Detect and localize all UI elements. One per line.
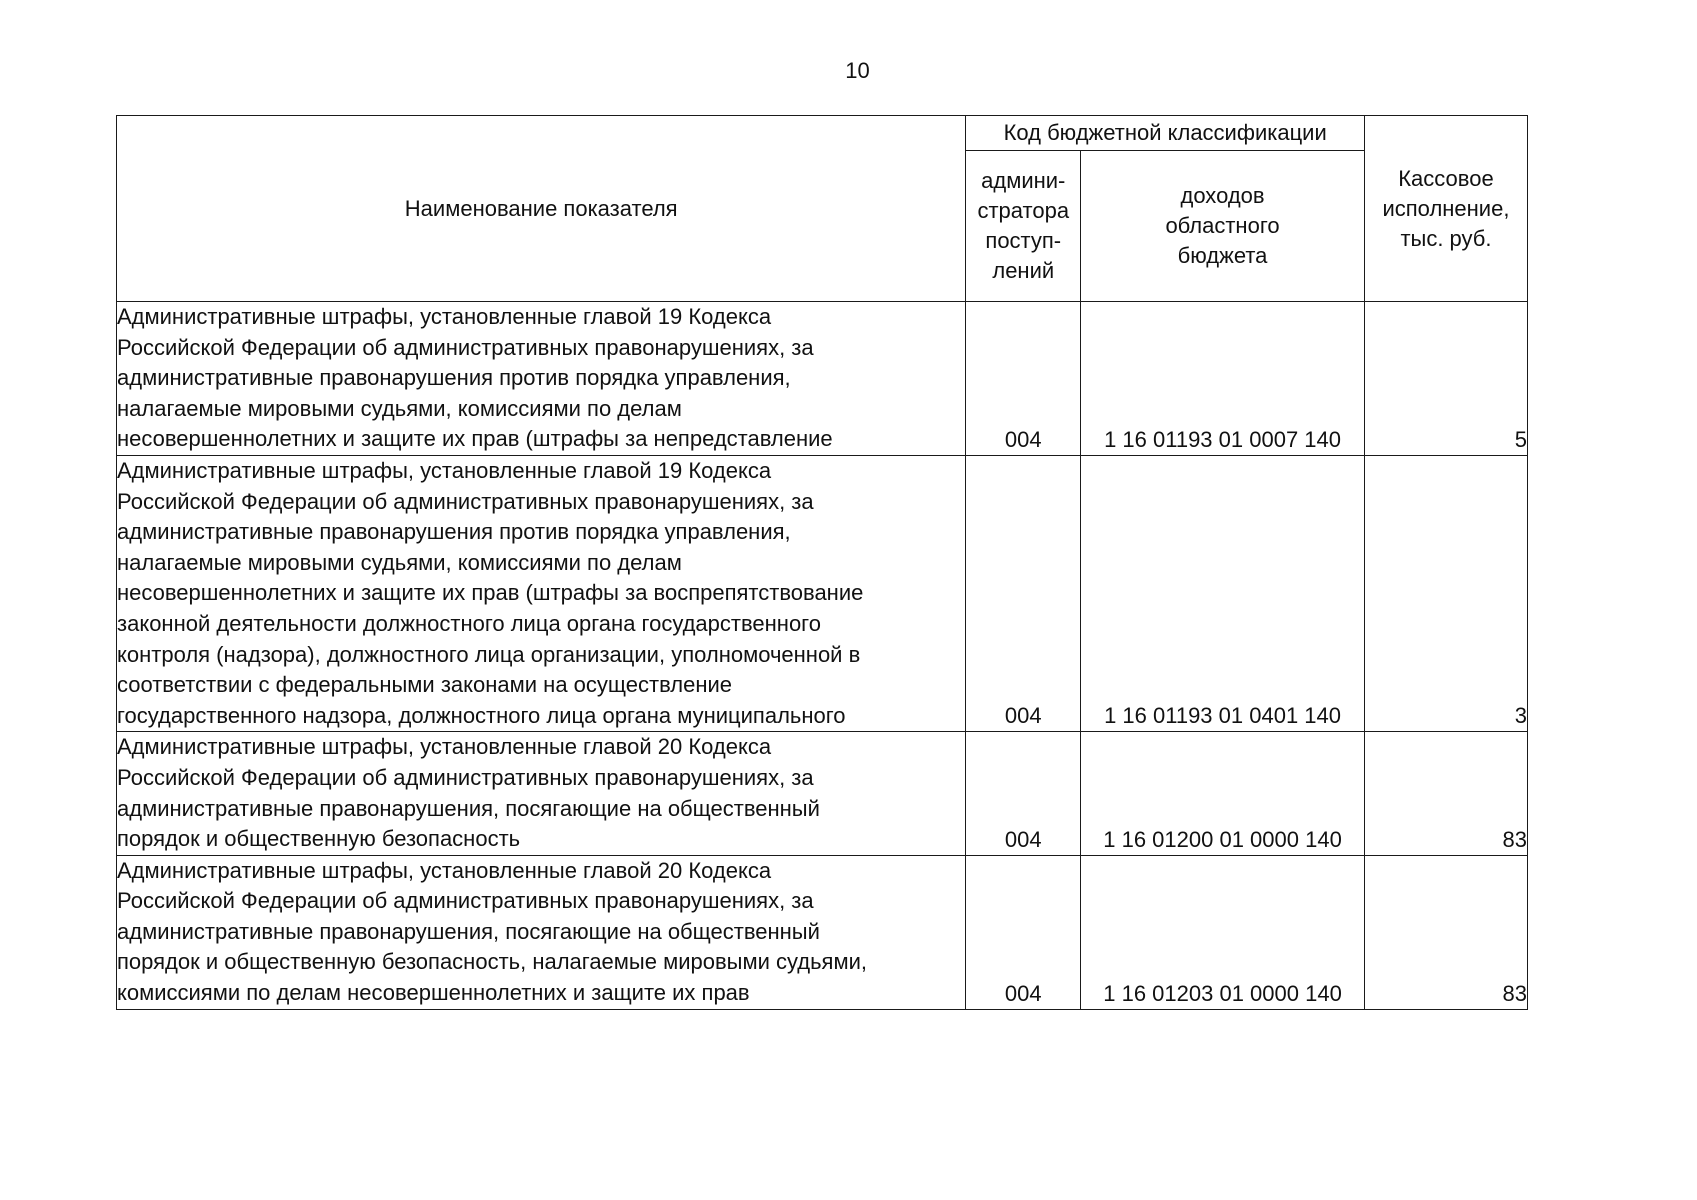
indicator-name-line: налагаемые мировыми судьями, комиссиями по делам xyxy=(117,549,682,575)
indicator-name-line: Российской Федерации об административных правонарушениях, за xyxy=(117,764,814,790)
cash-execution-cell: 3 xyxy=(1364,455,1527,731)
table-row xyxy=(117,855,1528,1009)
revenue-code-cell: 1 16 01203 01 0000 140 xyxy=(1081,855,1365,1009)
cash-execution-cell: 83 xyxy=(1364,732,1527,855)
page-number: 10 xyxy=(845,58,870,83)
table-row xyxy=(117,302,1528,456)
indicator-name-line: Российской Федерации об административных правонарушениях, за xyxy=(117,488,814,514)
indicator-name-line: несовершеннолетних и защите их прав (штрафы за непредставление xyxy=(117,426,833,452)
header-revenue-line: доходов xyxy=(1180,183,1265,208)
header-indicator-name: Наименование показателя xyxy=(117,116,966,302)
header-cash-line: Кассовое xyxy=(1398,165,1494,191)
indicator-name-line: порядок и общественную безопасность xyxy=(117,826,521,852)
header-revenue-line: областного xyxy=(1165,213,1280,238)
table-row xyxy=(117,732,1528,855)
indicator-name-line: комиссиями по делам несовершеннолетних и защите их прав xyxy=(117,980,750,1006)
indicator-name-line: соответствии с федеральными законами на осуществление xyxy=(117,672,733,698)
indicator-name-line: законной деятельности должностного лица органа государственного xyxy=(117,610,821,636)
table-row xyxy=(117,455,1528,731)
administrator-code-cell: 004 xyxy=(966,302,1081,456)
indicator-name-cell xyxy=(117,302,966,456)
header-admin-line: стратора xyxy=(977,198,1070,223)
header-regional-revenue xyxy=(1081,151,1365,302)
indicator-name-line: Административные штрафы, установленные главой 20 Кодекса xyxy=(117,734,772,760)
header-admin-line: лений xyxy=(992,258,1055,283)
indicator-name-cell xyxy=(117,732,966,855)
header-budget-code-group: Код бюджетной классификации xyxy=(966,116,1365,151)
indicator-name-line: Административные штрафы, установленные главой 19 Кодекса xyxy=(117,457,772,483)
indicator-name-line: административные правонарушения против порядка управления, xyxy=(117,519,791,545)
revenue-code-cell: 1 16 01193 01 0007 140 xyxy=(1081,302,1365,456)
indicator-name-line: государственного надзора, должностного лица органа муниципального xyxy=(117,702,846,728)
header-cash-line: тыс. руб. xyxy=(1400,225,1492,251)
indicator-name-line: Административные штрафы, установленные главой 20 Кодекса xyxy=(117,857,772,883)
indicator-name-line: Российской Федерации об административных правонарушениях, за xyxy=(117,334,814,360)
indicator-name-cell xyxy=(117,855,966,1009)
indicator-name-line: контроля (надзора), должностного лица организации, уполномоченной в xyxy=(117,641,861,667)
indicator-name-line: Российской Федерации об административных правонарушениях, за xyxy=(117,888,814,914)
budget-table xyxy=(116,115,1528,1010)
indicator-name-line: административные правонарушения, посягающие на общественный xyxy=(117,795,820,821)
indicator-name-line: административные правонарушения, посягающие на общественный xyxy=(117,918,820,944)
administrator-code-cell: 004 xyxy=(966,732,1081,855)
indicator-name-line: несовершеннолетних и защите их прав (штрафы за воспрепятствование xyxy=(117,580,864,606)
revenue-code-cell: 1 16 01200 01 0000 140 xyxy=(1081,732,1365,855)
indicator-name-cell xyxy=(117,455,966,731)
indicator-name-line: административные правонарушения против порядка управления, xyxy=(117,365,791,391)
indicator-name-line: порядок и общественную безопасность, налагаемые мировыми судьями, xyxy=(117,949,867,975)
indicator-name-line: налагаемые мировыми судьями, комиссиями по делам xyxy=(117,395,682,421)
header-revenue-line: бюджета xyxy=(1177,243,1268,268)
indicator-name-line: Административные штрафы, установленные главой 19 Кодекса xyxy=(117,304,772,329)
cash-execution-cell: 83 xyxy=(1364,855,1527,1009)
header-row-top xyxy=(117,116,1528,151)
administrator-code-cell: 004 xyxy=(966,855,1081,1009)
administrator-code-cell: 004 xyxy=(966,455,1081,731)
header-admin-line: админи- xyxy=(981,168,1066,193)
header-admin-line: поступ- xyxy=(985,228,1062,253)
revenue-code-cell: 1 16 01193 01 0401 140 xyxy=(1081,455,1365,731)
header-administrator xyxy=(966,151,1081,302)
header-cash-line: исполнение, xyxy=(1382,195,1510,221)
cash-execution-cell: 5 xyxy=(1364,302,1527,456)
header-cash-execution xyxy=(1364,116,1527,302)
